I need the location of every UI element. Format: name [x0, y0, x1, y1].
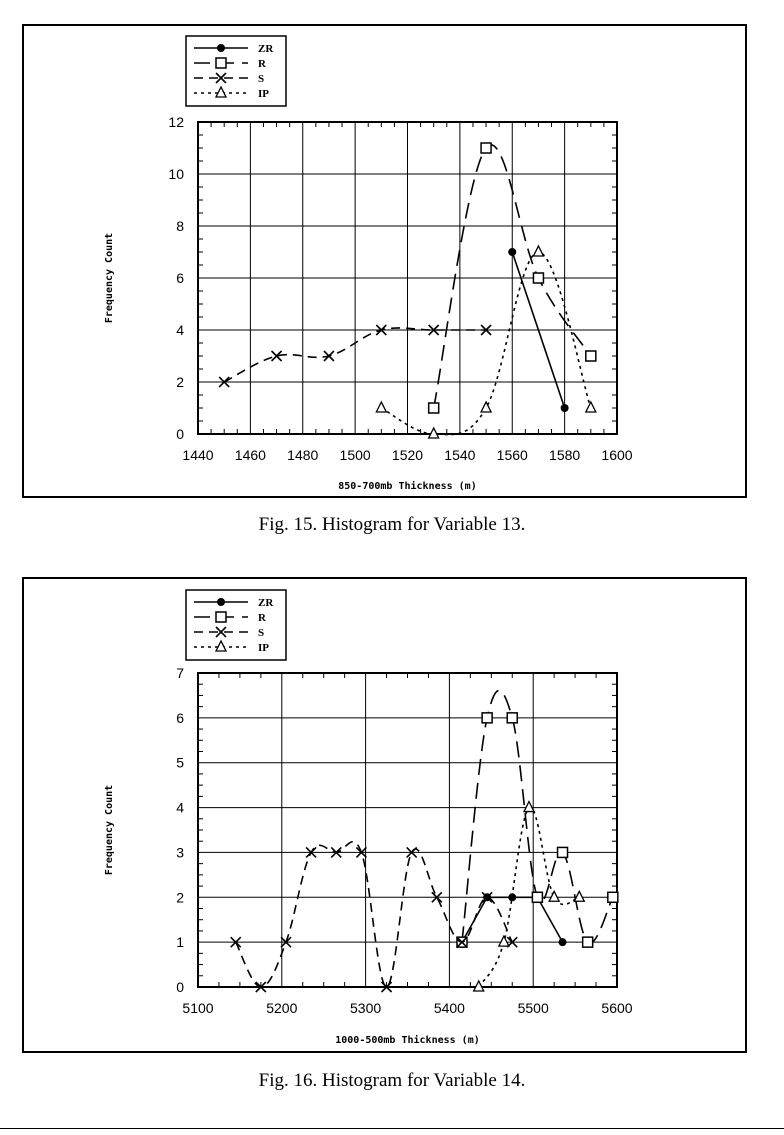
- y-tick-label: 0: [176, 979, 184, 995]
- y-tick-label: 0: [176, 426, 184, 442]
- x-tick-label: 1580: [549, 447, 581, 463]
- y-axis-label: Frequency Count: [104, 232, 115, 324]
- series-line: [236, 842, 513, 987]
- data-point: [558, 847, 568, 857]
- y-tick-label: 3: [176, 844, 184, 861]
- series-line: [462, 897, 563, 942]
- y-tick-label: 1: [176, 934, 184, 951]
- legend: [186, 590, 286, 660]
- figure-caption: Fig. 15. Histogram for Variable 13.: [258, 514, 526, 535]
- y-tick-label: 8: [176, 218, 184, 234]
- x-tick-label: 1600: [601, 447, 633, 463]
- legend-label: ZR: [258, 597, 274, 609]
- legend-label: IP: [258, 642, 269, 654]
- legend-label: R: [258, 612, 266, 624]
- grid: [198, 673, 617, 987]
- data-point: [583, 937, 593, 947]
- data-point: [574, 891, 584, 901]
- legend-label: S: [258, 73, 265, 85]
- plot-area: [198, 673, 617, 987]
- legend-label: S: [258, 627, 265, 639]
- y-tick-label: 12: [168, 114, 184, 130]
- x-tick-label: 5600: [601, 1000, 633, 1016]
- series-line: [462, 691, 613, 944]
- x-tick-label: 1460: [234, 447, 266, 463]
- x-tick-label: 5300: [350, 1000, 382, 1016]
- y-tick-label: 4: [176, 322, 184, 338]
- x-tick-label: 1520: [391, 447, 424, 463]
- x-tick-label: 5200: [266, 1000, 298, 1016]
- data-point: [482, 713, 492, 723]
- y-tick-label: 10: [168, 166, 184, 182]
- x-tick-label: 1560: [496, 447, 528, 463]
- data-point: [559, 938, 567, 946]
- data-point: [532, 892, 542, 902]
- y-tick-label: 6: [176, 709, 184, 726]
- x-tick-label: 5100: [182, 1000, 214, 1016]
- data-point: [524, 802, 534, 812]
- x-tick-label: 1500: [339, 447, 371, 463]
- x-tick-label: 1480: [287, 447, 319, 463]
- y-axis-label: Frequency Count: [104, 784, 115, 876]
- y-tick-label: 5: [176, 754, 184, 771]
- legend-label: ZR: [258, 43, 274, 55]
- data-point: [549, 891, 559, 901]
- page-bottom-rule: [0, 1128, 784, 1129]
- x-tick-label: 5400: [433, 1000, 465, 1016]
- legend-label: R: [258, 58, 266, 70]
- minor-ticks: [198, 673, 617, 987]
- x-tick-label: 1540: [444, 447, 476, 463]
- y-tick-label: 7: [176, 665, 184, 681]
- y-tick-label: 6: [176, 270, 184, 286]
- x-axis-label: 1000-500mb Thickness (m): [335, 1035, 480, 1046]
- data-point: [507, 713, 517, 723]
- legend-label: IP: [258, 88, 269, 100]
- y-tick-label: 2: [176, 374, 184, 390]
- y-tick-label: 2: [176, 889, 184, 906]
- x-tick-label: 5500: [517, 1000, 549, 1016]
- legend-marker: [216, 612, 226, 622]
- legend-marker: [217, 598, 225, 606]
- data-point: [608, 892, 618, 902]
- y-tick-label: 4: [176, 799, 184, 816]
- figure-caption: Fig. 16. Histogram for Variable 14.: [258, 1070, 526, 1091]
- series-s: [231, 842, 518, 992]
- x-tick-label: 1440: [182, 447, 214, 463]
- x-axis-label: 850-700mb Thickness (m): [338, 481, 477, 492]
